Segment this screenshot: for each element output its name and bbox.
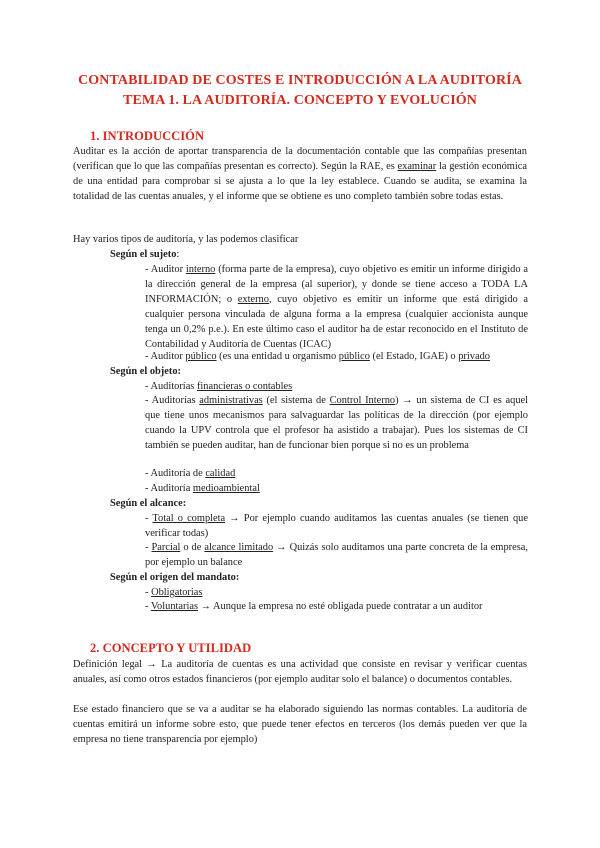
list-item: - Voluntarias → Aunque la empresa no esté obligada puede contratar a un auditor bbox=[145, 601, 483, 612]
list-item: - Auditoría de calidad bbox=[145, 468, 236, 479]
financial-state-paragraph: Ese estado financiero que se va a auditar se ha elaborado siguiendo las normas contables. La auditoría de cuentas emitirá un informe sobre esto, que puede tener efectos en terceros (los demás pueden ver que la empresa no tiene transparencia por ejemplo) bbox=[73, 704, 527, 745]
document-title: CONTABILIDAD DE COSTES E INTRODUCCIÓN A LA AUDITORÍA bbox=[78, 73, 522, 88]
subheading-objeto: Según el objeto: bbox=[110, 366, 181, 377]
section-heading-introduccion: 1. INTRODUCCIÓN bbox=[90, 129, 205, 143]
subheading-alcance: Según el alcance: bbox=[110, 498, 187, 509]
list-item: - Total o completa → Por ejemplo cuando auditamos las cuentas anuales (se tienen que verificar todas) bbox=[145, 513, 528, 539]
intro-paragraph: Auditar es la acción de aportar transparencia de la documentación contable que las compañías presentan (verifican que lo que las compañías presentan es correcto). Según la RAE, es examinar la gestión económica de una entidad para comprobar si se ajusta a lo que la ley establece. Cuando se audita, se examina la totalidad de las cuentas anuales, y el informe que se obtiene es uno completo también sobre todas estas. bbox=[73, 146, 527, 202]
definition-paragraph: Definición legal → La auditoría de cuentas es una actividad que consiste en revisar y verificar cuentas anuales, así como otros estados financieros (por ejemplo auditar solo el balance) o documentos contables. bbox=[73, 659, 527, 685]
list-item: - Auditor público (es una entidad u organismo público (el Estado, IGAE) o privado bbox=[145, 351, 490, 362]
document-subtitle: TEMA 1. LA AUDITORÍA. CONCEPTO Y EVOLUCIÓN bbox=[123, 93, 477, 108]
section-heading-concepto: 2. CONCEPTO Y UTILIDAD bbox=[90, 641, 252, 655]
list-item: - Parcial o de alcance limitado → Quizás solo auditamos una parte concreta de la empresa, por ejemplo un balance bbox=[145, 542, 529, 568]
subheading-sujeto: Según el sujeto: bbox=[110, 249, 180, 260]
list-item: - Auditorías financieras o contables bbox=[145, 381, 293, 392]
subheading-mandato: Según el origen del mandato: bbox=[110, 572, 240, 583]
list-item: - Auditorías administrativas (el sistema de Control Interno) → un sistema de CI es aquel que tiene unos mecanismos para salvaguardar las políticas de la dirección (por ejemplo cuando la UPV controla que el profesor ha asistido a trabajar). Pues los sistemas de CI también se pueden auditar, han de funcionar bien porque si no es un problema bbox=[145, 395, 529, 451]
types-intro: Hay varios tipos de auditoría, y las podemos clasificar bbox=[73, 234, 299, 245]
list-item: - Auditoría medioambiental bbox=[145, 483, 260, 494]
list-item: - Auditor interno (forma parte de la empresa), cuyo objetivo es emitir un informe dirigido a la dirección general de la empresa (al superior), y donde se tiene acceso a TODA LA INFORMACIÓN; o externo, cuyo objetivo es emitir un informe que está dirigido a cualquier persona vinculada de alguna forma a la empresa (cualquier accionista aunque tenga un 0,2% p.e.). En este último caso el auditor ha de estar reconocido en el Instituto de Contabilidad y Auditoría de Cuentas (ICAC) bbox=[145, 264, 528, 350]
list-item: - Obligatorias bbox=[145, 587, 203, 598]
